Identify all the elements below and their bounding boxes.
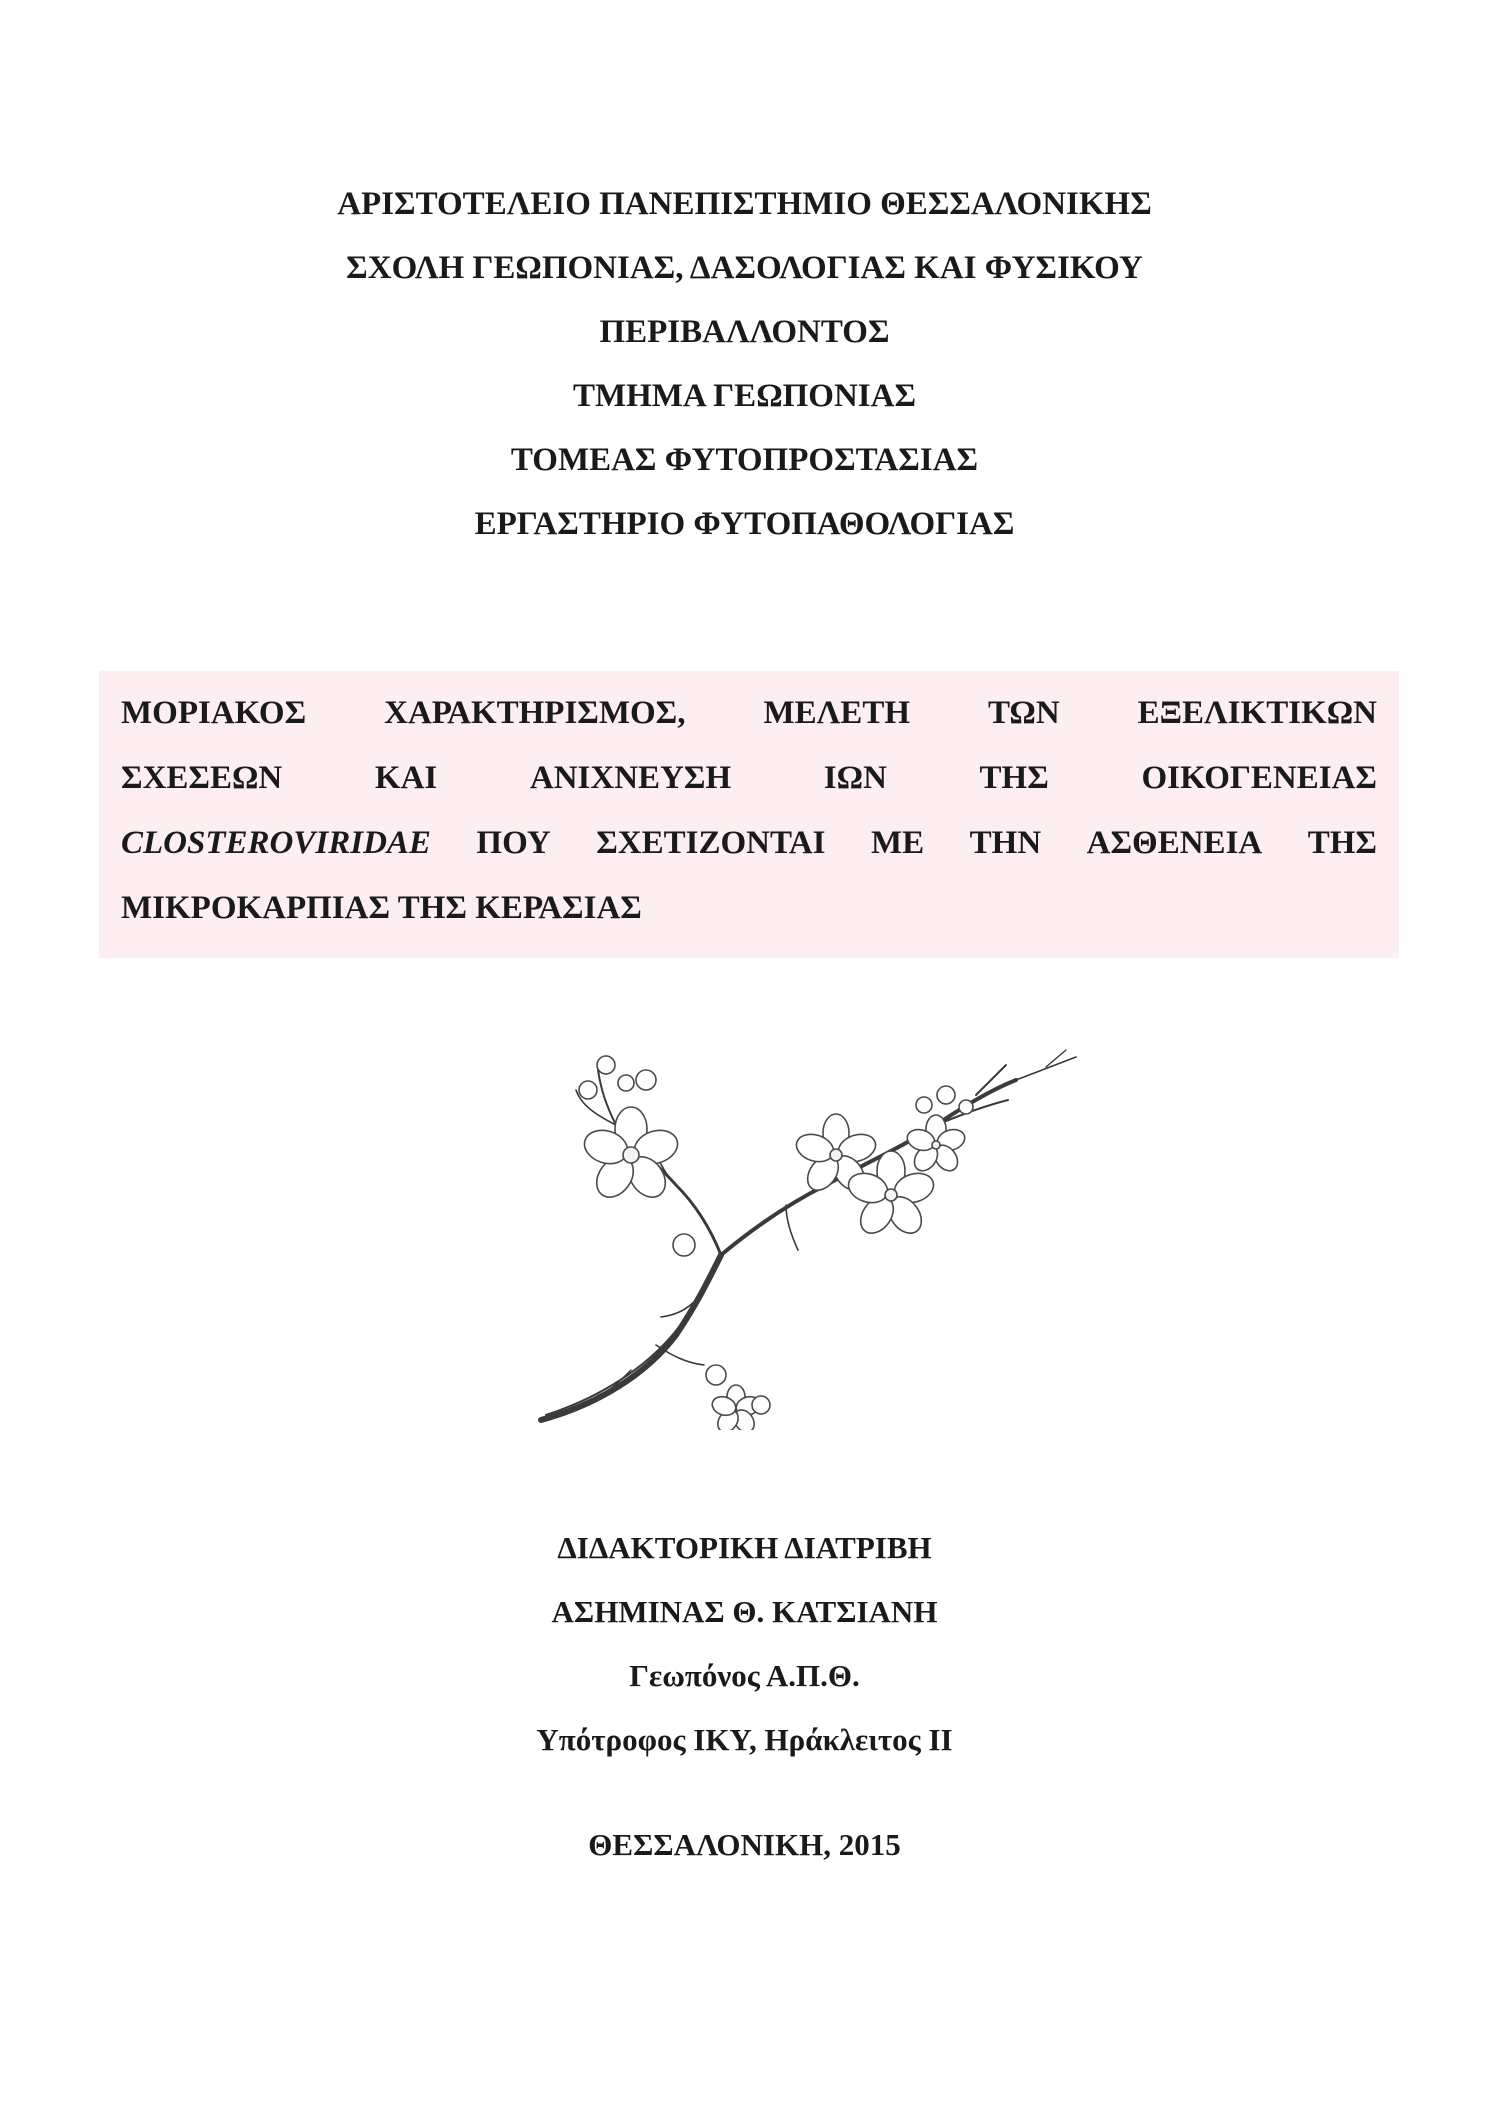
cherry-blossom-branch-illustration [536,1045,1081,1430]
thesis-title-line-4 [121,876,1377,941]
thesis-title-box [99,671,1399,958]
title-word: ΧΑΡΑΚΤΗΡΙΣΜΟΣ, [384,695,686,731]
title-word: ΤΗΣ [979,760,1049,796]
city-year: ΘΕΣΣΑΛΟΝΙΚΗ, 2015 [588,1827,901,1862]
title-word: ΣΧΕΤΙΖΟΝΤΑΙ [596,825,826,861]
title-word: ΣΧΕΣΕΩΝ [121,760,283,796]
scholarship-info: Υπότροφος ΙΚΥ, Ηράκλειτος ΙΙ [536,1722,953,1757]
school-name-line1: ΣΧΟΛΗ ΓΕΩΠΟΝΙΑΣ, ΔΑΣΟΛΟΓΙΑΣ ΚΑΙ ΦΥΣΙΚΟΥ [346,250,1143,286]
thesis-title-line-1 [121,681,1377,746]
title-word: ΠΟΥ [476,825,551,861]
title-word: ΜΕ [870,825,925,861]
title-word: ΑΣΘΕΝΕΙΑ [1086,825,1263,861]
division-name: ΤΟΜΕΑΣ ΦΥΤΟΠΡΟΣΤΑΣΙΑΣ [510,442,979,478]
title-word: ΟΙΚΟΓΕΝΕΙΑΣ [1141,760,1377,796]
title-word: ΜΕΛΕΤΗ [763,695,911,731]
university-name: ΑΡΙΣΤΟΤΕΛΕΙΟ ΠΑΝΕΠΙΣΤΗΜΙΟ ΘΕΣΣΑΛΟΝΙΚΗΣ [337,186,1152,222]
title-word: ΤΗΣ [1307,825,1377,861]
thesis-title-line-2 [121,746,1377,811]
laboratory-name: ΕΡΓΑΣΤΗΡΙΟ ΦΥΤΟΠΑΘΟΛΟΓΙΑΣ [474,506,1015,542]
title-word: ΤΩΝ [988,695,1060,731]
title-word: ΜΟΡΙΑΚΟΣ [121,695,307,731]
title-words: ΜΙΚΡΟΚΑΡΠΙΑΣ ΤΗΣ ΚΕΡΑΣΙΑΣ [121,890,642,926]
author-degree: Γεωπόνος Α.Π.Θ. [629,1658,860,1693]
title-word: ΕΞΕΛΙΚΤΙΚΩΝ [1137,695,1377,731]
institution-header [0,172,1489,556]
school-name-line2: ΠΕΡΙΒΑΛΛΟΝΤΟΣ [599,314,890,350]
title-word: ΚΑΙ [374,760,438,796]
title-word: ΤΗΝ [969,825,1042,861]
author-info [0,1516,1489,1772]
virus-family-name: CLOSTEROVIRIDAE [121,825,431,861]
thesis-type: ΔΙΔΑΚΤΟΡΙΚΗ ΔΙΑΤΡΙΒΗ [557,1530,932,1565]
author-name: ΑΣΗΜΙΝΑΣ Θ. ΚΑΤΣΙΑΝΗ [551,1594,938,1629]
title-word: ΑΝΙΧΝΕΥΣΗ [529,760,732,796]
title-word: ΙΩΝ [823,760,887,796]
thesis-title-line-3 [121,811,1377,876]
department-name: ΤΜΗΜΑ ΓΕΩΠΟΝΙΑΣ [572,378,917,414]
